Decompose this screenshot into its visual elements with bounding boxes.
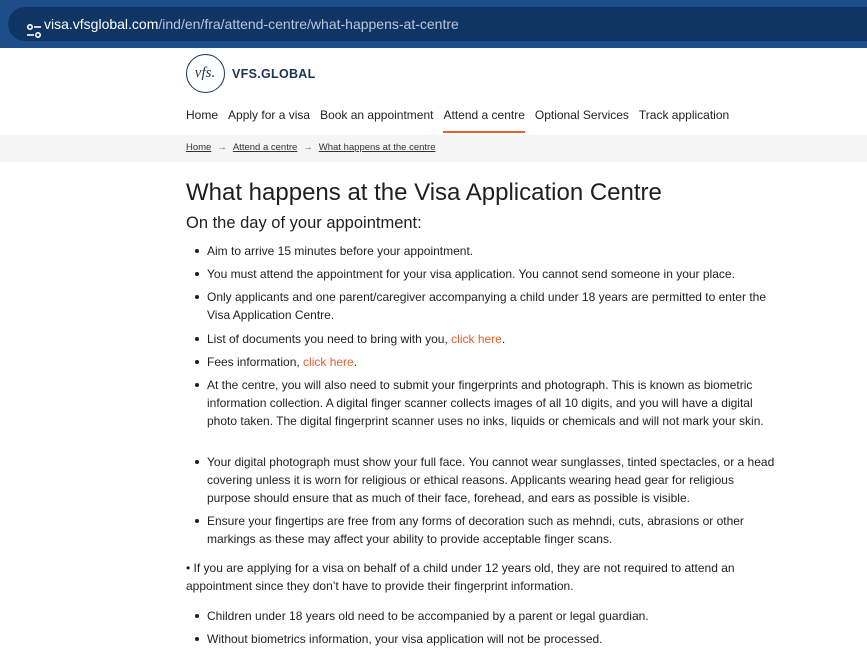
list-item-text: You must attend the appointment for your visa application. You cannot send someone in your place. (207, 267, 735, 281)
url-path: /ind/en/fra/attend-centre/what-happens-at-centre (158, 16, 459, 32)
url-text[interactable] (44, 15, 459, 33)
url-host: visa.vfsglobal.com (44, 16, 159, 32)
list-item (207, 265, 777, 283)
nav-item-track-application[interactable]: Track application (638, 108, 730, 122)
list-item (207, 242, 777, 260)
list-item (207, 376, 777, 430)
list-item (207, 453, 777, 507)
nav-item-attend-a-centre[interactable]: Attend a centre (443, 106, 524, 134)
browser-address-bar (0, 0, 867, 48)
arrow-right-icon: → (217, 142, 227, 153)
nav-item-book-an-appointment[interactable]: Book an appointment (320, 108, 434, 122)
breadcrumb-home[interactable]: Home (186, 142, 212, 153)
list-item-text: List of documents you need to bring with you, (207, 332, 452, 346)
main-nav (186, 106, 739, 134)
breadcrumb-attend-centre[interactable]: Attend a centre (232, 142, 298, 153)
vfs-logo[interactable] (186, 54, 225, 93)
list-item-punctuation: . (353, 355, 358, 369)
child-paragraph: • If you are applying for a visa on behalf of a child under 12 years old, they are not required to attend an appointment since they don’t have to provide their fingerprint information. (186, 561, 735, 593)
click-here-link[interactable]: click here (303, 355, 354, 369)
arrow-right-icon: → (303, 142, 313, 153)
vfs-logo-text[interactable]: VFS.GLOBAL (232, 67, 316, 81)
list-item-text: Your digital photograph must show your full face. You cannot wear sunglasses, tinted spectacles, or a head covering unless it is worn for religious or ethical reasons. Applicants wearing head gear for religious purpose should ensure that as much of their face, forehead, and ears as possible is visible. (207, 455, 775, 505)
breadcrumb (186, 142, 436, 154)
list-item-text: At the centre, you will also need to submit your fingerprints and photograph. This is known as biometric information collection. A digital finger scanner collects images of all 10 digits, and you will have a digital photo taken. The digital fingerprint scanner uses no inks, liquids or chemicals and will not mark your skin. (207, 378, 764, 428)
list-item-text: Aim to arrive 15 minutes before your appointment. (207, 244, 474, 258)
list-item (207, 607, 777, 625)
breadcrumb-current[interactable]: What happens at the centre (318, 142, 436, 153)
list-item-text: Fees information, (207, 355, 304, 369)
vfs-logo-mark: vfs. (194, 65, 216, 81)
list-item-punctuation: . (501, 332, 506, 346)
list-item-text: Without biometrics information, your visa application will not be processed. (207, 632, 603, 646)
list-item (207, 630, 777, 648)
list-item-text: Only applicants and one parent/caregiver accompanying a child under 18 years are permitted to enter the Visa Application Centre. (207, 290, 766, 322)
list-item (207, 288, 777, 324)
nav-item-home[interactable]: Home (186, 108, 219, 122)
site-settings-icon[interactable] (26, 24, 42, 38)
nav-item-apply-for-a-visa[interactable]: Apply for a visa (228, 108, 311, 122)
page-subtitle: On the day of your appointment: (186, 214, 422, 232)
list-item-text: Children under 18 years old need to be accompanied by a parent or legal guardian. (207, 609, 649, 623)
page-title: What happens at the Visa Application Centre (186, 179, 662, 206)
nav-item-optional-services[interactable]: Optional Services (534, 108, 629, 122)
list-item (207, 353, 777, 371)
list-item-text: Ensure your fingertips are free from any forms of decoration such as mehndi, cuts, abrasions or other markings as these may affect your ability to provide acceptable finger scans. (207, 514, 744, 546)
list-item (207, 512, 777, 548)
list-item (207, 330, 777, 348)
click-here-link[interactable]: click here (451, 332, 502, 346)
